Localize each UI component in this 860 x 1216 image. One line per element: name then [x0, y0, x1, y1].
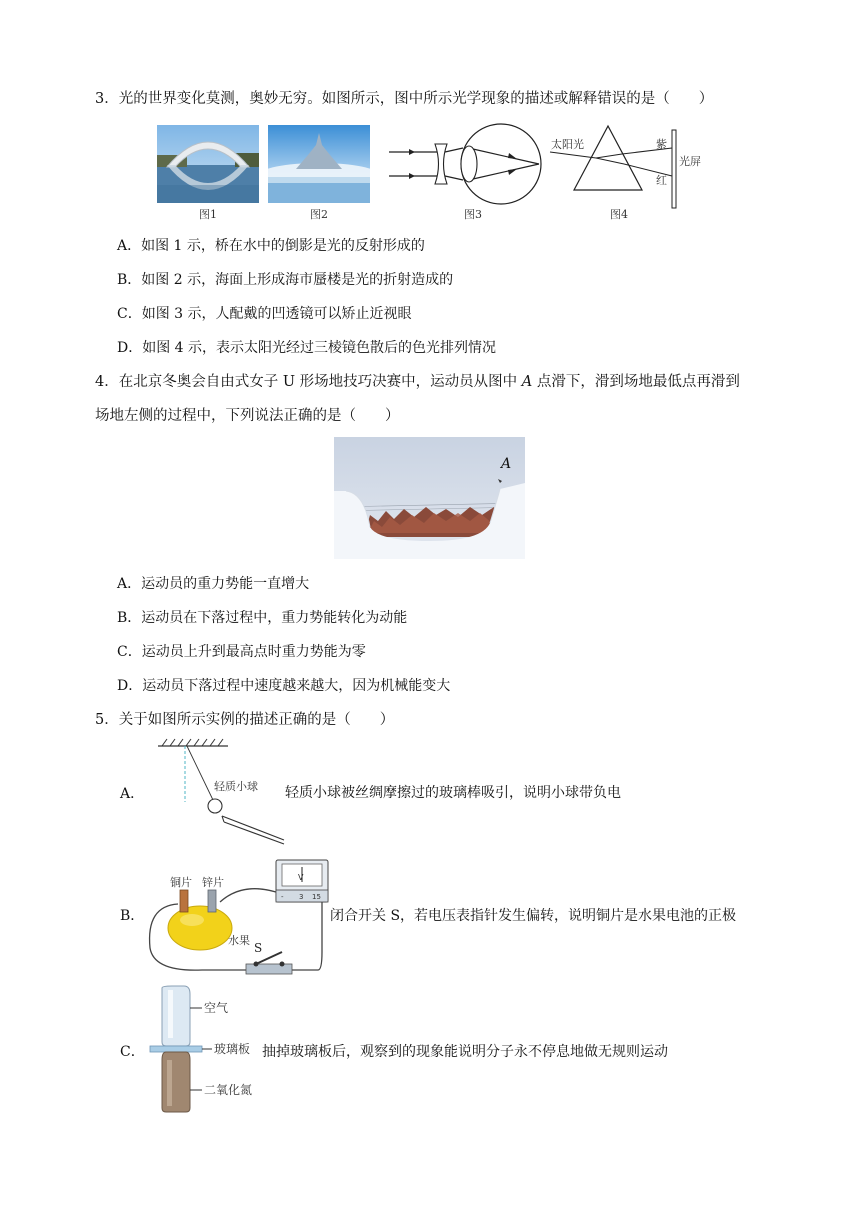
q3-figure4-prism-diagram	[548, 120, 708, 212]
q5-option-c-text[interactable]: 抽掉玻璃板后，观察到的现象能说明分子永不停息地做无规则运动	[262, 1044, 668, 1060]
q5-option-b-text[interactable]: 闭合开关 S，若电压表指针发生偏转，说明铜片是水果电池的正极	[330, 908, 737, 924]
q4-option-d[interactable]: D．运动员下落过程中速度越来越大，因为机械能变大	[117, 678, 451, 694]
q5-option-a-pendulum-figure	[150, 736, 290, 846]
q5-option-c-gas-diffusion-figure	[142, 984, 264, 1116]
q4-point-a-label: A	[501, 456, 512, 472]
q5-option-c-label[interactable]: C．	[120, 1044, 145, 1060]
q3-fig1-label: 图1	[199, 208, 217, 221]
b-meter-v-label: V	[298, 873, 304, 882]
q3-figure3-eye-lens-diagram	[385, 122, 543, 206]
b-switch-label: S	[254, 941, 263, 955]
q5-a-ball-label: 轻质小球	[214, 780, 258, 793]
q5-option-a-label[interactable]: A．	[120, 786, 145, 802]
q4-halfpipe-photo	[334, 437, 525, 559]
q4-stem-line2: 场地左侧的过程中，下列说法正确的是（ ）	[95, 408, 400, 424]
q4-option-a[interactable]: A．运动员的重力势能一直增大	[117, 576, 310, 592]
q3-fig2-label: 图2	[310, 208, 328, 221]
b-meter-tick-neg: -	[281, 893, 284, 901]
q4-option-c[interactable]: C．运动员上升到最高点时重力势能为零	[117, 644, 366, 660]
q5-option-b-fruit-battery-figure	[142, 852, 334, 978]
b-zinc-label: 锌片	[202, 876, 224, 889]
q3-stem: 3．光的世界变化莫测，奥妙无穷。如图所示，图中所示光学现象的描述或解释错误的是（ ）	[95, 91, 714, 107]
b-fruit-label: 水果	[228, 934, 250, 947]
c-air-label: 空气	[204, 1001, 229, 1015]
q3-figure1-bridge-photo	[157, 125, 259, 203]
fig4-violet-label: 紫	[656, 138, 667, 151]
fig4-sunlight-label: 太阳光	[551, 138, 584, 151]
q3-option-d[interactable]: D．如图 4 示，表示太阳光经过三棱镜色散后的色光排列情况	[117, 340, 497, 356]
q3-figure2-mirage-photo	[268, 125, 370, 203]
q3-option-a[interactable]: A．如图 1 示，桥在水中的倒影是光的反射形成的	[117, 238, 425, 254]
q3-option-c[interactable]: C．如图 3 示，人配戴的凹透镜可以矫止近视眼	[117, 306, 412, 322]
b-copper-label: 铜片	[170, 876, 192, 889]
b-meter-tick-15: 15	[312, 893, 321, 901]
q5-stem: 5．关于如图所示实例的描述正确的是（ ）	[95, 712, 395, 728]
fig4-screen-label: 光屏	[679, 155, 701, 168]
q3-option-b[interactable]: B．如图 2 示，海面上形成海市蜃楼是光的折射造成的	[117, 272, 454, 288]
c-glass-label: 玻璃板	[214, 1042, 251, 1056]
c-no2-label: 二氧化氮	[204, 1083, 253, 1097]
q5-option-a-text[interactable]: 轻质小球被丝绸摩擦过的玻璃棒吸引，说明小球带负电	[285, 785, 621, 801]
q4-stem-line1: 4．在北京冬奥会自由式女子 U 形场地技巧决赛中，运动员从图中 A 点滑下，滑到场地最低点再滑到	[95, 374, 740, 390]
b-meter-tick-3: 3	[299, 893, 304, 901]
q3-fig3-label: 图3	[464, 208, 482, 221]
q5-option-b-label[interactable]: B．	[120, 908, 145, 924]
q3-fig4-label: 图4	[610, 208, 628, 221]
fig4-red-label: 红	[656, 174, 667, 187]
q4-option-b[interactable]: B．运动员在下落过程中，重力势能转化为动能	[117, 610, 408, 626]
